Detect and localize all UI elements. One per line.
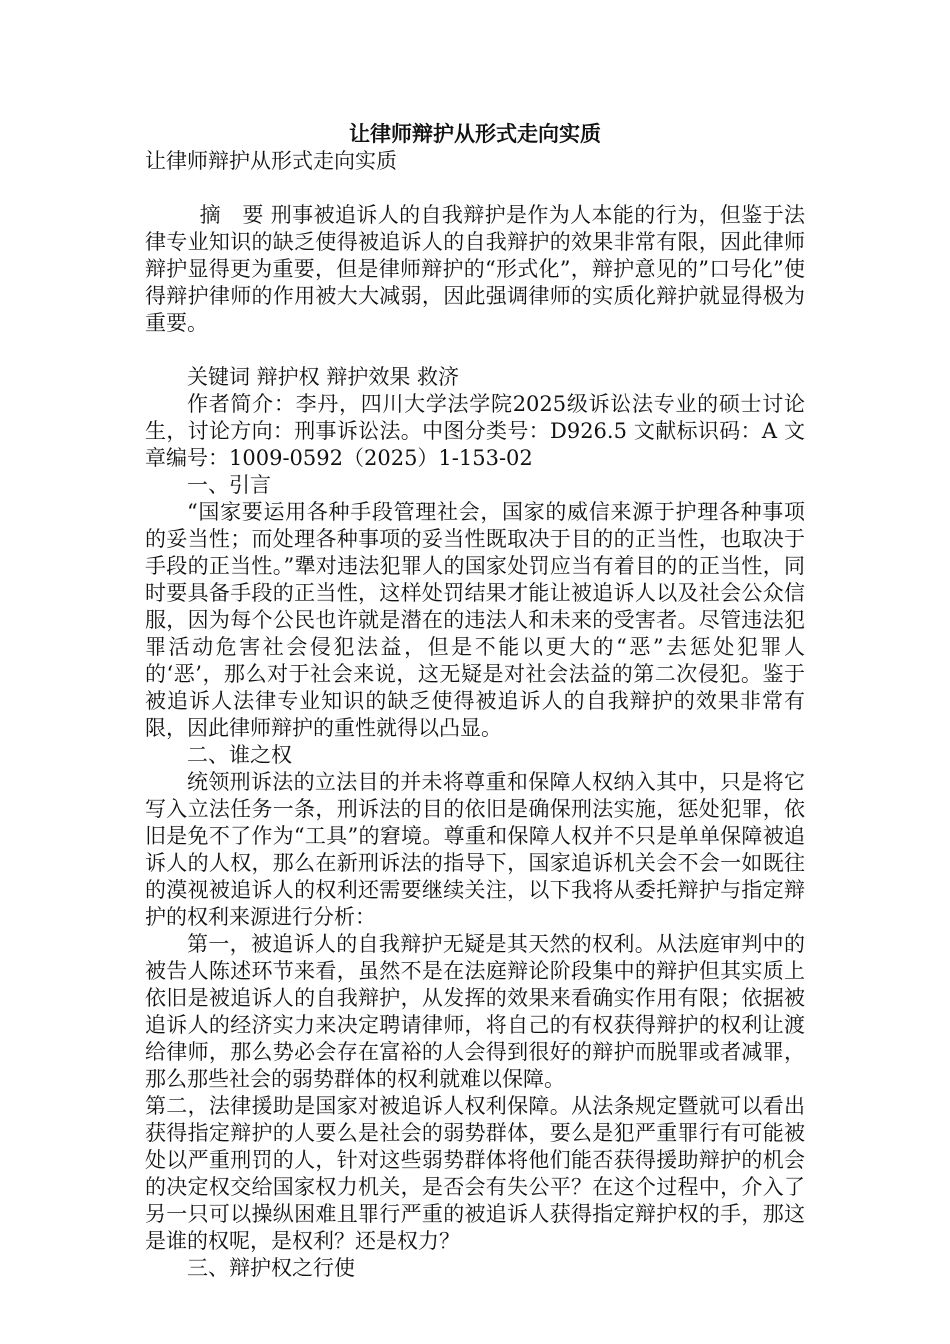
author-info-paragraph: 作者简介：李丹，四川大学法学院2025级诉讼法专业的硕士讨论生，讨论方向：刑事诉讼法。中图分类号：D926.5 文献标识码：A 文章编号：1009-0592（2025）1-153-02 bbox=[145, 392, 805, 470]
section-heading-whose-right: 二、谁之权 bbox=[187, 743, 292, 767]
document-page bbox=[145, 120, 805, 1320]
section-heading-exercise-of-defense: 三、辩护权之行使 bbox=[187, 1256, 355, 1280]
whose-right-paragraph-2: 第一，被追诉人的自我辩护无疑是其天然的权利。从法庭审判中的被告人陈述环节来看，虽然不是在法庭辩论阶段集中的辩护但其实质上依旧是被追诉人的自我辩护，从发挥的效果来看确实作用有限；依据被追诉人的经济实力来决定聘请律师，将自己的有权获得辩护的权利让渡给律师，那么势必会存在富裕的人会得到很好的辩护而脱罪或者减罪，那么那些社会的弱势群体的权利就难以保障。 bbox=[145, 932, 805, 1091]
section-heading-introduction: 一、引言 bbox=[187, 473, 271, 497]
document-subtitle: 让律师辩护从形式走向实质 bbox=[145, 149, 397, 173]
keywords-line: 关键词 辩护权 辩护效果 救济 bbox=[187, 365, 460, 389]
whose-right-paragraph-3: 第二，法律援助是国家对被追诉人权利保障。从法条规定暨就可以看出获得指定辩护的人要么是社会的弱势群体，要么是犯严重罪行有可能被处以严重刑罚的人，针对这些弱势群体将他们能否获得援助辩护的机会的决定权交给国家权力机关，是否会有失公平？在这个过程中，介入了另一只可以操纵困难且罪行严重的被追诉人获得指定辩护权的手，那这是谁的权呢，是权利？还是权力？ bbox=[145, 1094, 805, 1253]
abstract-paragraph: 摘 要 刑事被追诉人的自我辩护是作为人本能的行为，但鉴于法律专业知识的缺乏使得被追诉人的自我辩护的效果非常有限，因此律师辩护显得更为重要，但是律师辩护的“形式化”，辩护意见的”口号化”使得辩护律师的作用被大大减弱，因此强调律师的实质化辩护就显得极为重要。 bbox=[145, 203, 805, 335]
introduction-paragraph: “国家要运用各种手段管理社会，国家的威信来源于护理各种事项的妥当性；而处理各种事项的妥当性既取决于目的的正当性，也取决于手段的正当性。”犟对违法犯罪人的国家处罚应当有着目的的正当性，同时要具备手段的正当性，这样处罚结果才能让被追诉人以及社会公众信服，因为每个公民也许就是潜在的违法人和未来的受害者。尽管违法犯罪活动危害社会侵犯法益，但是不能以更大的“恶”去惩处犯罪人的‘恶’，那么对于社会来说，这无疑是对社会法益的第二次侵犯。鉴于被追诉人法律专业知识的缺乏使得被追诉人的自我辩护的效果非常有限，因此律师辩护的重性就得以凸显。 bbox=[145, 500, 805, 740]
document-title: 让律师辩护从形式走向实质 bbox=[349, 121, 601, 146]
whose-right-paragraph-1: 统领刑诉法的立法目的并未将尊重和保障人权纳入其中，只是将它写入立法任务一条，刑诉法的目的依旧是确保刑法实施，惩处犯罪，依旧是免不了作为“工具”的窘境。尊重和保障人权并不只是单单保障被追诉人的人权，那么在新刑诉法的指导下，国家追诉机关会不会一如既往的漠视被追诉人的权利还需要继续关注，以下我将从委托辩护与指定辩护的权利来源进行分析： bbox=[145, 770, 805, 929]
